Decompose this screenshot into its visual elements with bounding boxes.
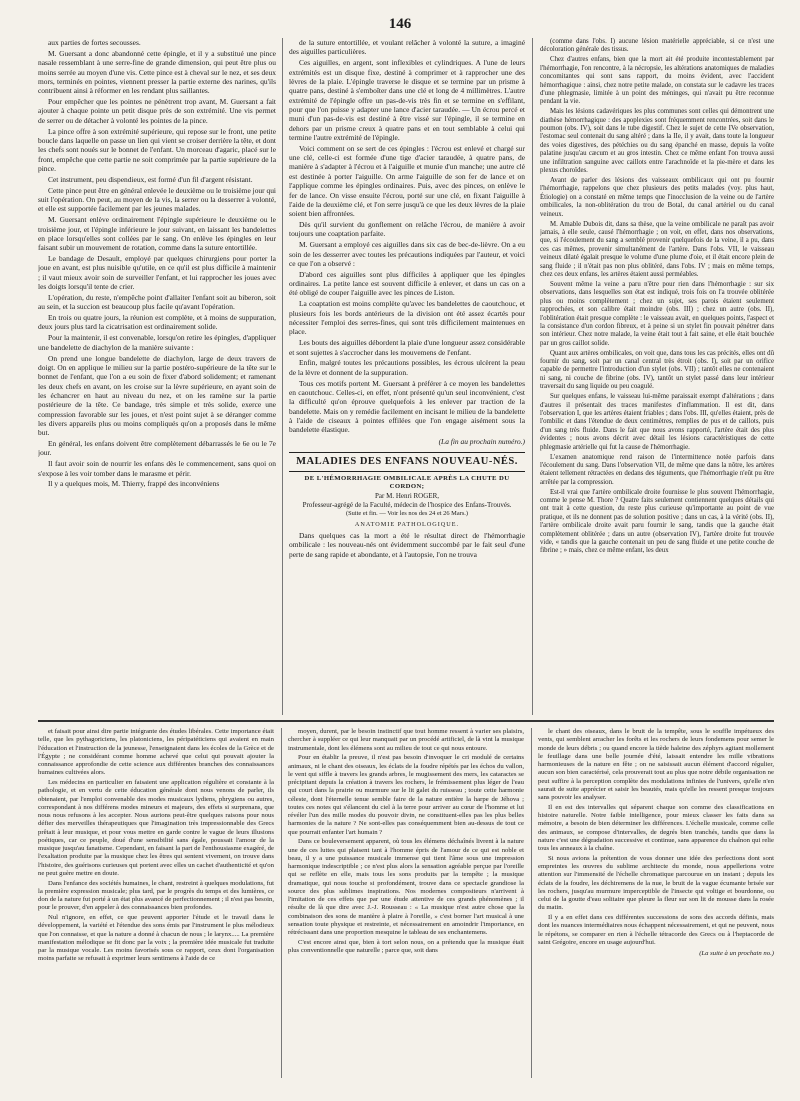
paragraph: Il y a en effet dans ces différentes successions de sons des accords définis, mais dont les nuances intermédiaires nous échappent nécessairement, et qui ne peuvent, nous le répétons, se comparer en rien à l'échelle tétracorde des Grecs ou à l'heptacorde de saint Grégoire, encore en usage aujourd'hui. xyxy=(538,914,774,946)
paragraph: Ces aiguilles, en argent, sont inflexibles et cylindriques. A l'une de leurs extrémités est un disque fixe, destiné à comprimer et à rapprocher une des lèvres de la plaie. L'épingle traverse le disque et se termine par un prisme à quatre pans, destiné à s'emboîter dans une clé et long de 4 millimètres. L'autre extrémité de l'épingle offre un pas-de-vis très fin et se termine en s'effilant, pour que l'on puisse y adapter une lance d'acier taraudée. — Un écrou percé et muni d'un pas-de-vis est destiné à être vissé sur l'épingle, il se termine en dehors par un prisme creux à quatre pans et en tout semblable à celui qui termine l'autre extrémité de l'épingle. xyxy=(289,58,525,142)
paragraph: En général, les enfans doivent être complètement débarrassés le 6e ou le 7e jour. xyxy=(38,439,276,458)
paragraph: Voici comment on se sert de ces épingles : l'écrou est enlevé et chargé sur une clé, celle-ci est formée d'une tige d'acier taraudée, à quatre pans, de manière à s'adapter à l'écrou et à l'aiguille et munie d'un manche; une autre clé est destinée à porter l'aiguille. On arme l'aiguille de son fer de lance et on l'applique comme les épingles ordinaires. Puis, avec des pinces, on enlève le fer de lance. On visse ensuite l'écrou, porté sur une clé, en fixant l'aiguille à l'aide de la deuxième clé, et l'on serre jusqu'à ce que les deux lèvres de la plaie soient bien affrontées. xyxy=(289,143,525,219)
paragraph: Pour empêcher que les pointes ne pénètrent trop avant, M. Guersant a fait ajouter à chaque pointe un petit disque près de son extrémité. Une vis permet de serrer ou de détacher à volonté les pointes de la pince. xyxy=(38,97,276,125)
paragraph: de la suture entortillée, et voulant relâcher à volonté la suture, a imaginé des aiguilles particulières. xyxy=(289,38,525,57)
paragraph: D'abord ces aiguilles sont plus difficiles à appliquer que les épingles ordinaires. La petite lance est souvent difficile à enlever, et dans un cas on a été obligé de couper l'aiguille avec les pinces de Liston. xyxy=(289,269,525,298)
paragraph: le chant des oiseaux, dans le bruit de la tempête, sous le souffle impétueux des vents, qui semblent arracher les forêts et les rochers de leurs fondemens pour semer le monde de leurs débris ; ou quand encore la tiède haleine des zéphyrs agitant mollement le feuillage dans une belle journée d'été, laissait entendre les mille vibrations harmonieuses de la nature en fête ; on ne saisissait aucun élément d'accord régulier, aucun son bien caractérisé, cela prouverait tout au plus que notre débile organisation ne peut suffire à la perception complète des modulations infinies de l'univers, qu'elle n'en saurait de suite apprécier et saisir les beautés, mais qu'elle les ressent presque toujours sans pouvoir les analyser. xyxy=(538,728,774,801)
feuilleton-column-2 xyxy=(288,728,524,1078)
paragraph: Mais les lésions cadavériques les plus communes sont celles qui démontrent une diathèse hémorrhagique : des apoplexies sont fréquemment rencontrées, soit dans le poumon (obs. IV), soit dans le tube digestif. Chez le sujet de cette IVe observation, l'estomac seul contenait du sang altéré ; dans la IIe, il y avait, dans toute la longueur des voies digestives, des pétéchies ou du sang épanché en masse, depuis la voûte palatine jusqu'au cæcum et au gros intestin. Chez ce même enfant l'on trouva aussi une infiltration sanguine avec caillots entre l'arachnoïde et la pie-mère et dans les plexus choroïdes. xyxy=(540,108,774,175)
article-body: Dans quelques cas la mort a été le résultat direct de l'hémorrhagie ombilicale : les nouveau-nés ont évidemment succombé par le fait seul d'une perte de sang rapide et abondante, et à l'autopsie, l'on ne trouva xyxy=(289,530,525,559)
article-affiliation: Professeur-agrégé de la Faculté, médecin de l'hospice des Enfans-Trouvés. xyxy=(302,500,512,509)
paragraph: Pour la maintenir, il est convenable, lorsqu'on retire les épingles, d'appliquer une bandelette de diachylon de la manière suivante : xyxy=(38,333,276,352)
article-title: MALADIES DES ENFANS NOUVEAU-NÉS. xyxy=(296,455,518,467)
column-2-text xyxy=(289,38,525,435)
paragraph: Dans l'enfance des sociétés humaines, le chant, restreint à quelques modulations, fut la première expression musicale; plus tard, par le progrès du temps et des lumières, ce don de la nature fut porté à un état plus avancé de perfectionnement ; il n'est pas besoin, pour le prouver, d'en appeler à des connaissances bien profondes. xyxy=(38,879,274,912)
column-divider xyxy=(531,728,532,1078)
paragraph: Sur quelques enfans, le vaisseau lui-même paraissait exempt d'altérations ; dans d'autres il présentait des traces manifestes d'inflammation. Il est dit, dans l'observation I, que les artères étaient friables ; dans l'obs. III, qu'elles étaient, près de l'ombilic et dans l'étendue de deux centimètres, remplies de pus et de caillots, puis d'un sang très fluide. Dans le fait que nous avons rapporté, l'artère était des plus évidentes ; nous avons décrit avec détail les lésions caractéristiques de cette phlegmasie artérielle qui fut la cause de l'hémorrhagie. xyxy=(540,393,774,451)
paragraph: M. Guersant a donc abandonné cette épingle, et il y a substitué une pince nasale ressemblant à une serre-fine de grande dimension, qui peut être plus ou moins serrée au moyen d'une vis. Cette pince est à cheval sur le nez, et ses deux mors, terminés en pointes, viennent presser la partie externe des narines, qu'ils contribuent ainsi à réformer en les rendant plus saillantes. xyxy=(38,48,276,96)
paragraph: Le bandage de Desault, employé par quelques chirurgiens pour porter la joue en avant, est plus nuisible qu'utile, en ce qu'il est plus difficile à maintenir ; il vaut mieux avoir soin de surveiller l'enfant, et lui rapprocher les joues avec les doigts lorsqu'il tente de crier. xyxy=(38,254,276,292)
feuilleton-column-1 xyxy=(38,728,274,1078)
paragraph: Est-il vrai que l'artère ombilicale droite fournisse le plus souvent l'hémorrhagie, comme le pense M. Thore ? Quatre faits seulement contiennent quelques détails qui ont trait à cette question, du reste plus curieuse qu'importante au point de vue pratique, et ils ne donnent pas de solution positive ; dans un cas, à la vérité (obs. II), l'artère ombilicale droite avait paru fournir le sang, tandis que la gauche était complètement oblitérée ; dans un autre (observation IV), l'artère droite fut trouvée vide, « tandis que la gauche contenait un peu de sang fluide et une petite couche de fibrine ; » mais, chez ce même enfant, les deux xyxy=(540,488,774,555)
paragraph: Il faut avoir soin de nourrir les enfans dès le commencement, sans quoi on s'expose à les voir tomber dans le marasme et périr. xyxy=(38,459,276,478)
paragraph: Cet instrument, peu dispendieux, est formé d'un fil d'argent résistant. xyxy=(48,174,253,184)
paragraph: Enfin, malgré toutes les précautions possibles, les écrous ulcèrent la peau de la lèvre et donnent de la suppuration. xyxy=(289,358,525,377)
feuilleton-divider xyxy=(38,720,774,722)
paragraph: On prend une longue bandelette de diachylon, large de deux travers de doigt. On en applique le milieu sur la partie postéro-supérieure de la tête sur le bonnet de l'enfant, que l'on a eu soin de fixer d'abord solidement; et ramenant les deux chefs en avant, on les croise sur la lèvre supérieure, en ayant soin de les échancrer en haut au niveau du nez, et on les ramène sur la partie postérieure de la tête. Ce bandage, très simple et très solide, exerce une compression favorable sur les joues, et n'est point sujet à se déranger comme les divers appareils plus ou moins compliqués qu'on a proposés dans le même but. xyxy=(38,353,276,438)
paragraph: Quant aux artères ombilicales, on voit que, dans tous les cas précités, elles ont dû fournir du sang, soit par un canal central très étroit (obs. I), soit par un orifice capable de permettre l'introduction d'un stylet (obs. VII) ; tantôt elles ne contenaient ni sang, ni couche de fibrine (obs. IV), tantôt un stylet passé dans leur intérieur traversait du sang liquide ou peu coagulé. xyxy=(540,349,774,391)
paragraph: aux parties de fortes secousses. xyxy=(48,38,141,47)
paragraph: C'est encore ainsi que, bien à tort selon nous, on a prétendu que la musique était plus conventionnelle que naturelle ; parce que, soit dans xyxy=(288,938,524,954)
paragraph: Chez d'autres enfans, bien que la mort ait été produite incontestablement par l'hémorrhagie, l'on rencontre, à la nécropsie, les altérations anatomiques de maladies concomitantes qui sont sans rapport, du moins évident, avec l'accident hémorrhagique : ainsi, chez notre petite malade, on constata sur le cadavre les traces d'une phlegmasie, limitée à un point des méninges, qui n'avait pu être reconnue pendant la vie. xyxy=(540,56,774,106)
continued-note: (La fin au prochain numéro.) xyxy=(438,436,525,446)
paragraph: Il y a quelques mois, M. Thierry, frappé des inconvéniens xyxy=(48,479,220,489)
column-divider xyxy=(281,728,282,1078)
paragraph: M. Guersant enlève ordinairement l'épingle supérieure le deuxième ou le troisième jour, et l'épingle inférieure le jour suivant, en laissant les bandelettes en place lorsqu'elles sont collées par le sang. On enlève les épingles en leur faisant subir un mouvement de rotation, comme dans la suture entortillée. xyxy=(38,215,276,253)
paragraph: Pour en établir la preuve, il n'est pas besoin d'invoquer le cri modulé de certains animaux, ni le chant des oiseaux, les éclats de la foudre répétés par les échos du vallon, le vent qui siffle à travers les grands arbres, le mugissement des mers, les cataractes se précipitant depuis la création à travers les rochers, le frémissement plus léger de l'eau qui court dans la prairie ou murmure sur le lit galet du ruisseau ; toute cette harmonie céleste, dont l'éternelle tenue semble faire de la nature entière la harpe de Jéhova ; toutes ces notes qui s'élancent du ciel à la terre pour arriver au cœur de l'homme et lui révéler l'un des mille modes du pouvoir divin, ne constituent-elles pas les plus belles harmonies de la nature ? Ne sont-elles pas conséquemment bien au-dessus de tout ce que pourrait enfanter l'art humain ? xyxy=(288,754,524,836)
section-heading: ANATOMIE PATHOLOGIQUE. xyxy=(354,520,460,528)
column-2 xyxy=(289,38,525,715)
paragraph: M. Amable Dubois dit, dans sa thèse, que la veine ombilicale ne paraît pas avoir jamais, à elle seule, causé l'hémorrhagie ; on voit, en effet, dans nos observations, que, si l'écoulement du sang a semblé provenir quelquefois de la veine, il a pu, dans ces cas mêmes, provenir simultanément de l'artère. Dans l'obs. VII, le vaisseau veineux dilaté égalait presque le volume d'une plume d'oie, et il était encore plein de sang fluide ; il n'était pas non plus oblitéré, dans l'obs. IV ; mais en même temps, chez ces deux enfans, les artères étaient aussi perméables. xyxy=(540,220,774,278)
article-rule-top xyxy=(289,452,525,453)
paragraph: En trois ou quatre jours, la réunion est complète, et à moins de suppuration, deux jours plus tard la cicatrisation est ordinairement solide. xyxy=(38,313,276,332)
article-subtitle: DE L'HÉMORRHAGIE OMBILICALE APRÈS LA CHUTE DU CORDON; xyxy=(304,474,510,491)
column-1 xyxy=(38,38,276,715)
paragraph: et faisait pour ainsi dire partie intégrante des études libérales. Cette importance était telle, que les pythagoriciens, les platoniciens, les péripatéticiens qui avaient en main l'éducation et l'instruction de la jeunesse, l'enseignaient dans les écoles de la Grèce et de l'Égypte ; ne considérant comme homme achevé que celui qui pouvait ajouter la connaissance approfondie de cette science aux différentes branches des connaissances humaines cultivées alors. xyxy=(38,728,274,777)
paragraph: Dans ce bouleversement apparent, où tous les élémens déchaînés livrent à la nature une de ces luttes qui plaisent tant à l'homme épris de l'amour de ce qui est noble et beau, il y a une puissance musicale immense qui tient l'âme sous une impression harmonique indescriptible ; ce n'est plus alors la sensation agréable perçue par l'oreille qui se reflète en elle, mais tous les sons produits par la tempête ; la musique dramatique, qui nous touche si profondément, trouve dans ce spectacle grandiose la source des plus sublimes inspirations. Nos modernes compositeurs n'arrivent à l'imitation de ces effets que par une étude attentive de ces grands phénomènes ; il résulte de là que dire avec J.-J. Rousseau : « La musique n'est autre chose que la combinaison des sons de manière à plaire à l'oreille, » c'est borner l'art musical à une sensation toute physique et restreinte, et nécessairement en amoindrir l'importance, en rétrécissant dans une proportion mesquine le tableau de ses enchantemens. xyxy=(288,838,524,936)
column-divider xyxy=(532,38,533,715)
continued-note: (La suite à un prochain no.) xyxy=(699,950,774,957)
paragraph: Souvent même la veine a paru n'être pour rien dans l'hémorrhagie : sur six observations, dans lesquelles son état est indiqué, trois fois on l'a trouvée oblitérée plus ou moins complètement ; chez un sujet, ses parois étaient seulement rapprochées, et son calibre était moindre (obs. III) ; chez un autre (obs. II), l'oblitération était presque complète : le vaisseau avait, en quelques points, l'aspect et la consistance d'un cordon fibreux, et à peine si un stylet fin pouvait pénétrer dans son intérieur. Chez notre malade, la veine était tout à fait saine, et elle était bouchée par un gros caillot solide. xyxy=(540,280,774,347)
paragraph: L'opération, du reste, n'empêche point d'allaiter l'enfant soit au biberon, soit au sein, et la succion est beaucoup plus facile qu'avant l'opération. xyxy=(38,292,276,312)
feuilleton-column-3-text xyxy=(538,728,774,947)
page-number: 146 xyxy=(388,16,412,32)
paragraph: Cette pince peut être en général enlevée le deuxième ou le troisième jour qui suit l'opération. On peut, au moyen de la vis, la serrer ou la desserrer à volonté, et elle est supportée facilement par les jeunes malades. xyxy=(38,185,276,214)
article-suite-note: (Suite et fin. — Voir les nos des 24 et 26 Mars.) xyxy=(345,509,469,517)
paragraph: Il en est des intervalles qui séparent chaque son comme des classifications en histoire naturelle. Notre faible intelligence, pour mieux classer les faits dans sa mémoire, a besoin de bien déterminer les différences. L'échelle musicale, comme celle des animaux, se compose d'intervalles, de degrés bien tranchés, tandis que dans la nature c'est une dégradation successive et continue, sans apparence du chaînon qui relie tous les anneaux à la chaîne. xyxy=(538,803,774,852)
paragraph: moyen, durent, par le besoin instinctif que tout homme ressent à varier ses plaisirs, chercher à suppléer ce qui leur manquait par un procédé artificiel, de là vint la musique instrumentale, dont les élémens sont au milieu de tout ce qui nous entoure. xyxy=(288,728,524,752)
paragraph: (comme dans l'obs. I) aucune lésion matérielle appréciable, si ce n'est une décoloration générale des tissus. xyxy=(540,38,774,54)
paragraph: Les médecins en particulier en faisaient une application régulière et constante à la pathologie, et en vertu de cette éducation générale dont nous venons de parler, ils obtenaient, par l'emploi convenable des modes musicaux lydiens, phrygiens ou autres, correspondant à nos différens modes mineurs et majeurs, des effets si surprenans, que nous nous refusons à les accepter. Nous aurions peut-être quelques raisons pour nous défier des merveilles thérapeutiques que l'imagination très impressionnable des Grecs prêtait à leur musique, et pour vous mettre en garde contre le vague de leurs illusions poétiques, car ce peuple, doué d'une sensibilité sans égale, poussait l'amour de la musique jusqu'au fanatisme. Cependant, en faisant la part de l'enthousiasme exagéré, de l'exaltation produite par la musique chez les êtres qui sentent vivement, on trouve dans l'histoire, des guérisons curieuses qui portent avec elles un cachet d'authenticité et qu'on ne peut guère mettre en doute. xyxy=(38,779,274,877)
paragraph: Avant de parler des lésions des vaisseaux ombilicaux qui ont pu fournir l'hémorrhagie, rappelons que chez plusieurs des petits malades (voy. plus haut, Étiologie) on a constaté en même temps que l'inocclusion de la veine ou de l'artère ombilicales, la non-oblitération du trou de Botal, du canal artériel ou du canal veineux. xyxy=(540,177,774,218)
article-author: Par M. Henri ROGER, xyxy=(375,491,439,500)
paragraph: La pince offre à son extrémité supérieure, qui repose sur le front, une petite boucle dans laquelle on passe un lien qui vient se croiser derrière la tête, et dont les chefs sont noués sur le bonnet de l'enfant. Un morceau d'agaric, placé sur le front, empêche que cette partie ne soit comprimée par la partie supérieure de la pince. xyxy=(38,126,276,173)
paragraph: Tous ces motifs portent M. Guersant à préférer à ce moyen les bandelettes en caoutchouc. Celles-ci, en effet, n'ont présenté qu'un seul inconvénient, c'est la difficulté qu'on éprouve quelquefois à les enlever par traction de la bandelette. Mais on y remédie facilement en incisant le milieu de la bandelette à l'aide de ciseaux à pointes effilées que l'on engage aisément sous la bandelette élastique. xyxy=(289,378,525,435)
article-rule-bottom xyxy=(289,471,525,472)
paragraph: Nul n'ignore, en effet, ce que peuvent apporter l'étude et le travail dans le développement, la variété et l'étendue des sons émis par l'instrument le plus mélodieux que l'on connaisse, et que la nature a donné à chacun de nous ; le larynx..... La première manifestation mélodique se fit donc par la voix ; la première idée musicale fut traduite par la musique vocale. Les moins favorisés sous ce rapport, ceux dont l'organisation moins parfaite se refusait à exprimer leurs sentimens à l'aide de ce xyxy=(38,914,274,963)
paragraph: L'examen anatomique rend raison de l'intermittence notée parfois dans l'écoulement du sang. Dans l'observation VII, de même que dans la nôtre, les artères étaient tellement rétractées en dedans des téguments, que l'hémorrhagie n'eût pu être arrêtée par la compression. xyxy=(540,453,774,486)
column-divider xyxy=(282,38,283,715)
column-3 xyxy=(540,38,774,715)
paragraph: Si nous avions la prétention de vous donner une idée des perfections dont sont empreintes les œuvres du sublime architecte du monde, nous appellerions votre attention sur l'immensité de l'échelle chromatique parcourue en un instant ; depuis les éclats de la foudre, les déchiremens de la nue, le bruit de la vague écumante brisée sur les rochers, jusqu'au murmure imperceptible de l'insecte qui voltige et bourdonne, ou celui de la goutte d'eau solitaire que pleure la fleur sur son lit de mousse dans la rosée du matin. xyxy=(538,854,774,912)
feuilleton-column-3 xyxy=(538,728,774,1078)
paragraph: Dès qu'il survient du gonflement on relâche l'écrou, de manière à avoir toujours une coaptation parfaite. xyxy=(289,220,525,239)
paragraph: Les bouts des aiguilles débordent la plaie d'une longueur assez considérable et sont sujettes à s'accrocher dans les mouvemens de l'enfant. xyxy=(289,338,525,357)
paragraph: M. Guersant a employé ces aiguilles dans six cas de bec-de-lièvre. On a eu soin de les desserrer avec toutes les précautions indiquées par l'auteur, et voici ce que l'on a observé : xyxy=(289,240,525,268)
paragraph: La coaptation est moins complète qu'avec les bandelettes de caoutchouc, et plusieurs fois les bords antérieurs de la division ont été assez écartés pour nécessiter l'emploi des serres-fines, qui sont très difficilement maintenues en place. xyxy=(289,299,525,337)
